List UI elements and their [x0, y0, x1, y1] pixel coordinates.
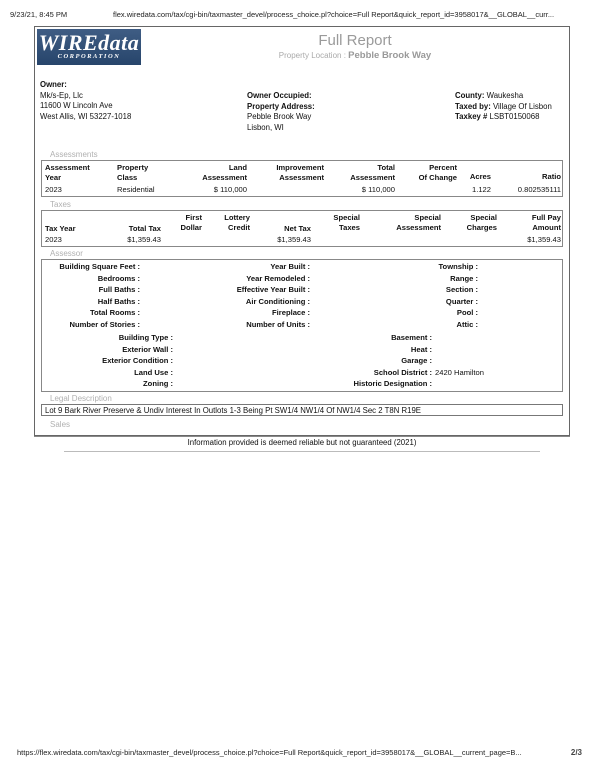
sales-section-label: Sales [50, 420, 71, 429]
assess-col-acres: Acres [469, 172, 491, 181]
owner-label: Owner: [40, 80, 67, 89]
divider [64, 451, 540, 452]
assess-total: $ 110,000 [361, 185, 395, 194]
legal-description: Lot 9 Bark River Preserve & Undiv Interest In Outlots 1-3 Being Pt SW1/4 NW1/4 Of NW1/4 Sec 2 T8N R19E [41, 404, 563, 416]
owner-occupied-label: Owner Occupied: [247, 91, 312, 100]
assess-col-total: Total Assessment [350, 163, 395, 182]
tax-year: 2023 [45, 235, 62, 244]
tax-col-total: Total Tax [128, 224, 161, 233]
taxed-by-label: Taxed by: [455, 101, 491, 111]
assess-col-percent: Percent Of Change [418, 163, 457, 182]
taxed-by-value: Village Of Lisbon [493, 101, 552, 111]
assess-col-land: Land Assessment [202, 163, 247, 182]
property-location-value: Pebble Brook Way [348, 50, 432, 61]
legal-section-label: Legal Description [50, 394, 112, 403]
taxkey-value: LSBT0150068 [489, 112, 540, 121]
school-district-value: 2420 Hamilton [435, 368, 484, 377]
assess-land: $ 110,000 [213, 185, 247, 194]
tax-full-pay: $1,359.43 [527, 235, 561, 244]
owner-address2: West Allis, WI 53227-1018 [40, 111, 132, 121]
tax-col-special-taxes: Special Taxes [333, 213, 360, 232]
tax-col-lottery-credit: Lottery Credit [224, 213, 250, 232]
taxkey-label: Taxkey # [455, 112, 488, 121]
tax-total: $1,359.43 [127, 235, 161, 244]
assess-class: Residential [117, 185, 155, 194]
property-address-label: Property Address: [247, 101, 315, 111]
logo-main-text: WIREdata [38, 30, 140, 55]
property-address2: Lisbon, WI [247, 122, 284, 132]
taxes-section-label: Taxes [50, 200, 71, 209]
owner-block [40, 80, 131, 122]
assess-year: 2023 [45, 185, 62, 194]
print-header [0, 10, 600, 24]
wiredata-logo [37, 29, 141, 65]
property-address1: Pebble Brook Way [247, 112, 312, 121]
logo-sub-text: CORPORATION [57, 53, 121, 60]
property-location-label: Property Location : [278, 51, 346, 60]
county-block [455, 91, 552, 123]
assessor-col4: Building Type : Exterior Wall : Exterior Condition : Land Use : Zoning : [102, 333, 173, 388]
tax-col-year: Tax Year [45, 224, 76, 233]
tax-col-special-charges: Special Charges [466, 213, 497, 232]
county-label: County: [455, 91, 485, 100]
tax-col-first-dollar: First Dollar [180, 213, 202, 232]
tax-net: $1,359.43 [277, 235, 311, 244]
assessor-col2: Year Built : Year Remodeled : Effective Year Built : Air Conditioning : Fireplace : Number of Units : [236, 262, 310, 329]
assess-acres: 1.122 [471, 185, 491, 194]
print-footer [0, 748, 600, 762]
print-datetime: 9/23/21, 8:45 PM [10, 10, 68, 19]
tax-col-special-assessment: Special Assessment [396, 213, 441, 232]
assessor-section-label: Assessor [50, 249, 83, 258]
property-block [247, 91, 315, 133]
owner-name: Mk/s-Ep, Llc [40, 90, 83, 100]
tax-col-net: Net Tax [284, 224, 311, 233]
assess-col-year: Assessment Year [45, 163, 90, 182]
assessor-col3: Township : Range : Section : Quarter : Pool : Attic : [438, 262, 478, 329]
property-location [150, 50, 560, 61]
assess-col-improvement: Improvement Assessment [276, 163, 324, 182]
assess-ratio: 0.802535111 [517, 185, 561, 194]
assessor-col5: Basement : Heat : Garage : School District : Historic Designation : [353, 333, 432, 388]
report-title: Full Report [318, 32, 392, 49]
disclaimer: Information provided is deemed reliable but not guaranteed (2021) [187, 438, 417, 447]
divider [34, 436, 570, 437]
assess-col-class: Property Class [117, 163, 149, 182]
assessments-section-label: Assessments [50, 150, 98, 159]
county-value: Waukesha [486, 91, 524, 100]
page-number: 2/3 [570, 748, 582, 757]
print-url: flex.wiredata.com/tax/cgi-bin/taxmaster_devel/process_choice.pl?choice=Full Report&quick_report_id=3958017&__GLOBAL__curr... [113, 10, 555, 19]
owner-address1: 11600 W Lincoln Ave [40, 101, 113, 110]
assessor-col1: Building Square Feet : Bedrooms : Full Baths : Half Baths : Total Rooms : Number of Stories : [59, 262, 140, 329]
print-footer-url: https://flex.wiredata.com/tax/cgi-bin/taxmaster_devel/process_choice.pl?choice=Full Report&quick_report_id=3958017&__GLOBAL__current_page=B... [17, 748, 522, 757]
tax-col-full-pay: Full Pay Amount [531, 213, 561, 232]
assess-col-ratio: Ratio [542, 172, 561, 181]
